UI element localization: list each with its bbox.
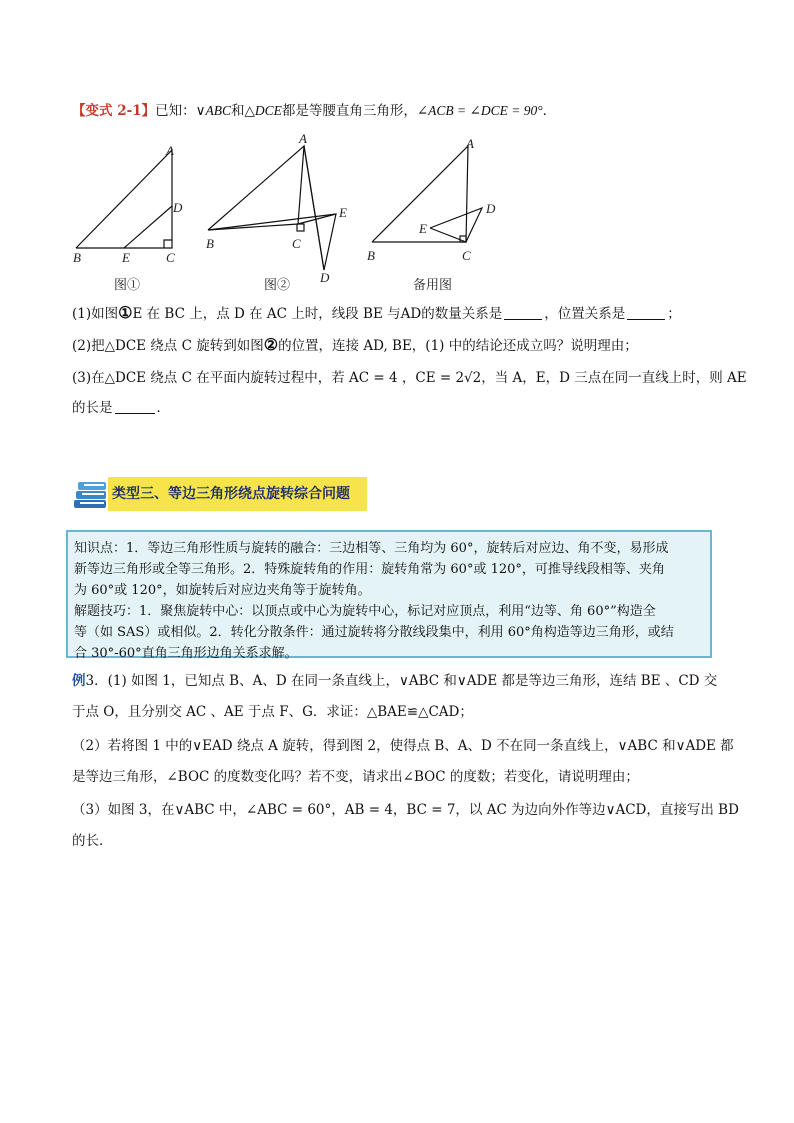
knowledge-row: 等（如 SAS）或相似。2．转化分散条件：通过旋转将分散线段集中，利用 60°角构造等边三角形，或结 <box>74 625 674 640</box>
example-line-6: 的长． <box>72 833 113 849</box>
part-1-body2: ，位置关系是 <box>544 306 626 322</box>
fig2-label-b: B <box>206 236 214 251</box>
example-line-2: 于点 O，且分别交 AC 、AE 于点 F、G．求证：△BAE≌△CAD； <box>72 704 473 720</box>
fig3-label-b: B <box>367 248 375 263</box>
part-1-body: E 在 BC 上，点 D 在 AC 上时，线段 BE 与AD的数量关系是 <box>132 306 503 322</box>
stem-prefix: 已知： <box>155 103 196 119</box>
knowledge-row: 为 60°或 120°，如旋转后对应边夹角等于旋转角。 <box>74 583 371 598</box>
fig2-right-angle-mark <box>297 224 304 231</box>
stem-end: ． <box>542 103 557 119</box>
fig2-segment-ad <box>304 146 324 270</box>
fig3-caption: 备用图 <box>413 278 453 293</box>
part-2-fig-ref: ② <box>263 335 279 354</box>
fig2-label-e: E <box>339 205 347 220</box>
example-text-1: 3．(1) 如图 1，已知点 B、A、D 在同一条直线上，∨ABC 和∨ADE 都是等边三角形，连结 BE 、CD 交 <box>85 673 718 689</box>
fig2-triangle-dce <box>298 146 336 270</box>
fig1-caption: 图① <box>114 278 141 293</box>
fig1-label-c: C <box>166 250 175 265</box>
fig1-label-a: A <box>166 143 174 158</box>
books-icon <box>72 474 110 514</box>
fig3-label-a: A <box>466 136 474 151</box>
part-1-fig-ref: ① <box>118 303 133 322</box>
part-1-lead: (1)如图 <box>72 306 119 322</box>
fig2-label-c: C <box>292 236 301 251</box>
example-label: 例 <box>72 673 86 689</box>
triangle-dce: △DCE <box>244 103 282 118</box>
stem-middle: 都是等腰直角三角形， <box>281 103 417 119</box>
stem-and: 和 <box>230 103 245 119</box>
answer-blank-position[interactable] <box>627 305 665 320</box>
fig1-label-d: D <box>173 200 183 215</box>
knowledge-row: 知识点：1．等边三角形性质与旋转的融合：三边相等、三角均为 60°，旋转后对应边、角不变，易形成 <box>74 541 669 556</box>
fig2-caption: 图② <box>264 278 291 293</box>
section-title: 类型三、等边三角形绕点旋转综合问题 <box>108 477 367 511</box>
example-line-5: （3）如图 3，在∨ABC 中，∠ABC = 60°，AB = 4，BC = 7，以 AC 为边向外作等边∨ACD，直接写出 BD <box>72 802 739 818</box>
example-line-3: （2）若将图 1 中的∨EAD 绕点 A 旋转，得到图 2，使得点 B、A、D 不在同一条直线上，∨ABC 和∨ADE 都 <box>72 738 734 754</box>
fig1-label-b: B <box>73 250 81 265</box>
fig1-right-angle-mark <box>164 240 172 248</box>
knowledge-row: 合 30°-60°直角三角形边角关系求解。 <box>74 646 298 661</box>
part-1 <box>72 303 681 324</box>
part-2-body: 的位置，连接 AD, BE，(1) 中的结论还成立吗？说明理由； <box>278 338 638 354</box>
part-1-end: ； <box>667 306 681 322</box>
answer-blank-quantity[interactable] <box>504 305 542 320</box>
part-2 <box>72 335 638 356</box>
triangle-abc: ∨ABC <box>195 103 231 118</box>
part-3-end: ． <box>156 400 170 416</box>
answer-blank-ae[interactable] <box>115 399 155 414</box>
variant-tag: 【变式 2-1】 <box>72 103 156 119</box>
section-header <box>72 474 364 514</box>
question-stem <box>72 101 556 121</box>
fig1-segment-ed <box>124 206 172 248</box>
fig2-label-d: D <box>320 270 330 285</box>
fig3-label-e: E <box>419 221 427 236</box>
fig3-label-d: D <box>486 201 496 216</box>
knowledge-row: 新等边三角形或全等三角形。2．特殊旋转角的作用：旋转角常为 60°或 120°，可推导线段相等、夹角 <box>74 562 665 577</box>
fig2-triangle-abc <box>208 146 304 230</box>
fig2-label-a: A <box>299 131 307 146</box>
knowledge-box <box>66 530 712 661</box>
fig3-triangle-dce <box>430 208 482 242</box>
angle-condition: ∠ACB = ∠DCE = 90° <box>416 103 543 118</box>
fig1-label-e: E <box>122 250 130 265</box>
part-3-cont <box>72 398 170 418</box>
part-3-lead: 的长是 <box>72 400 113 416</box>
part-3: (3)在△DCE 绕点 C 在平面内旋转过程中，若 AC = 4 ，CE = 2√2，当 A，E，D 三点在同一直线上时，则 AE <box>72 370 747 386</box>
example-line-4: 是等边三角形，∠BOC 的度数变化吗？若不变，请求出∠BOC 的度数；若变化，请说明理由； <box>72 769 639 785</box>
part-2-lead: (2)把△DCE 绕点 C 旋转到如图 <box>72 338 264 354</box>
fig3-label-c: C <box>462 248 471 263</box>
example-line-1 <box>72 671 717 691</box>
fig1-triangle-abc <box>76 150 172 248</box>
knowledge-row: 解题技巧：1．聚焦旋转中心：以顶点或中心为旋转中心，标记对应顶点，利用“边等、角 60°”构造全 <box>74 604 656 619</box>
